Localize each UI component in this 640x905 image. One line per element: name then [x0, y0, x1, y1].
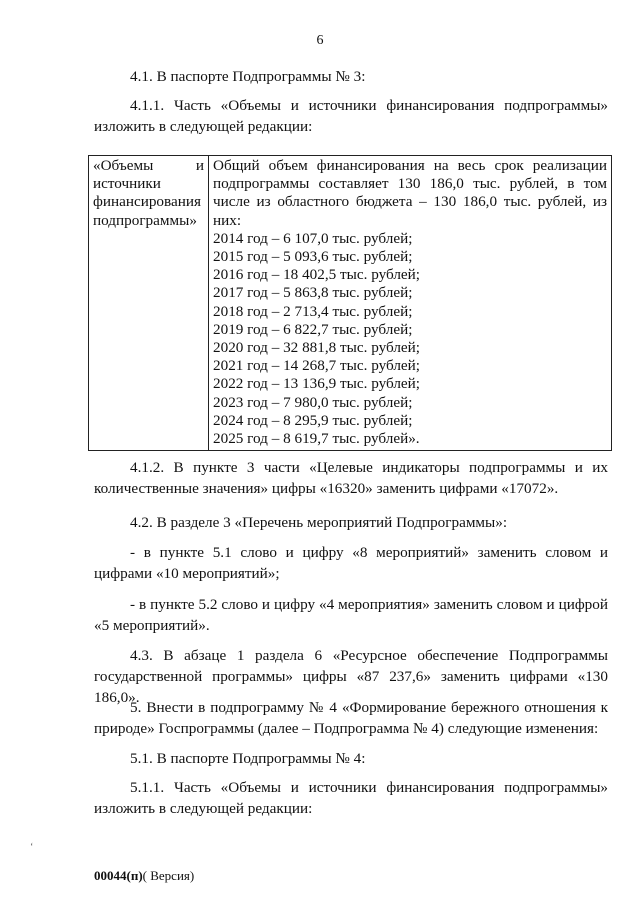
year-amount-line: 2025 год – 8 619,7 тыс. рублей».: [213, 430, 420, 448]
year-amount-line: 2016 год – 18 402,5 тыс. рублей;: [213, 266, 421, 284]
label-line: финансирования: [93, 193, 201, 211]
year-list: [213, 230, 607, 448]
label-line: и: [195, 157, 204, 174]
table-label-cell: [89, 156, 209, 451]
paragraph-4-3: 4.3. В абзаце 1 раздела 6 «Ресурсное обеспечение Подпрограммы государственной программы» цифры «87 237,6» заменить цифрами «130 186,0».: [94, 647, 608, 706]
page-number: 6: [316, 33, 324, 48]
margin-mark: ‘: [30, 842, 34, 853]
footer-version-label: ( Версия): [142, 868, 195, 883]
footer-code: 00044(п): [94, 868, 143, 883]
paragraph-4-1: 4.1. В паспорте Подпрограммы № 3:: [130, 68, 366, 85]
year-amount-line: 2024 год – 8 295,9 тыс. рублей;: [213, 411, 413, 429]
label-line: «Объемы: [93, 157, 154, 174]
paragraph-bullet-5-1: - в пункте 5.1 слово и цифру «8 мероприятий» заменить словом и цифрами «10 мероприятий»;: [94, 544, 608, 582]
paragraph-bullet-5-2: - в пункте 5.2 слово и цифру «4 мероприятия» заменить словом и цифрой «5 мероприятий».: [94, 596, 608, 634]
year-amount-line: 2015 год – 5 093,6 тыс. рублей;: [213, 248, 413, 266]
paragraph-5-1: 5.1. В паспорте Подпрограммы № 4:: [130, 750, 366, 767]
year-amount-line: 2022 год – 13 136,9 тыс. рублей;: [213, 375, 421, 393]
year-amount-line: 2014 год – 6 107,0 тыс. рублей;: [213, 229, 413, 247]
paragraph-5: 5. Внести в подпрограмму № 4 «Формирование бережного отношения к природе» Госпрограммы (далее – Подпрограмма № 4) следующие изменения:: [94, 699, 608, 737]
year-amount-line: 2019 год – 6 822,7 тыс. рублей;: [213, 320, 413, 338]
table-row: [89, 156, 612, 451]
footer-version: [94, 868, 194, 884]
year-amount-line: 2020 год – 32 881,8 тыс. рублей;: [213, 339, 421, 357]
table-value-cell: [209, 156, 612, 451]
label-line: источники: [93, 175, 161, 193]
financing-description: Общий объем финансирования на весь срок реализации подпрограммы составляет 130 186,0 тыс. рублей, в том числе из областного бюджета – 130 186,0 тыс. рублей, из них:: [213, 157, 607, 229]
paragraph-4-2: 4.2. В разделе 3 «Перечень мероприятий Подпрограммы»:: [130, 514, 508, 531]
financing-table: [88, 155, 612, 451]
paragraph-5-1-1: 5.1.1. Часть «Объемы и источники финансирования подпрограммы» изложить в следующей редакции:: [94, 779, 608, 817]
paragraph-4-1-1: 4.1.1. Часть «Объемы и источники финансирования подпрограммы» изложить в следующей редакции:: [94, 97, 608, 135]
paragraph-4-1-2: 4.1.2. В пункте 3 части «Целевые индикаторы подпрограммы и их количественные значения» цифры «16320» заменить цифрами «17072».: [94, 459, 608, 497]
year-amount-line: 2021 год – 14 268,7 тыс. рублей;: [213, 357, 421, 375]
label-line: подпрограммы»: [93, 211, 197, 229]
year-amount-line: 2017 год – 5 863,8 тыс. рублей;: [213, 284, 413, 302]
year-amount-line: 2018 год – 2 713,4 тыс. рублей;: [213, 302, 413, 320]
year-amount-line: 2023 год – 7 980,0 тыс. рублей;: [213, 393, 413, 411]
